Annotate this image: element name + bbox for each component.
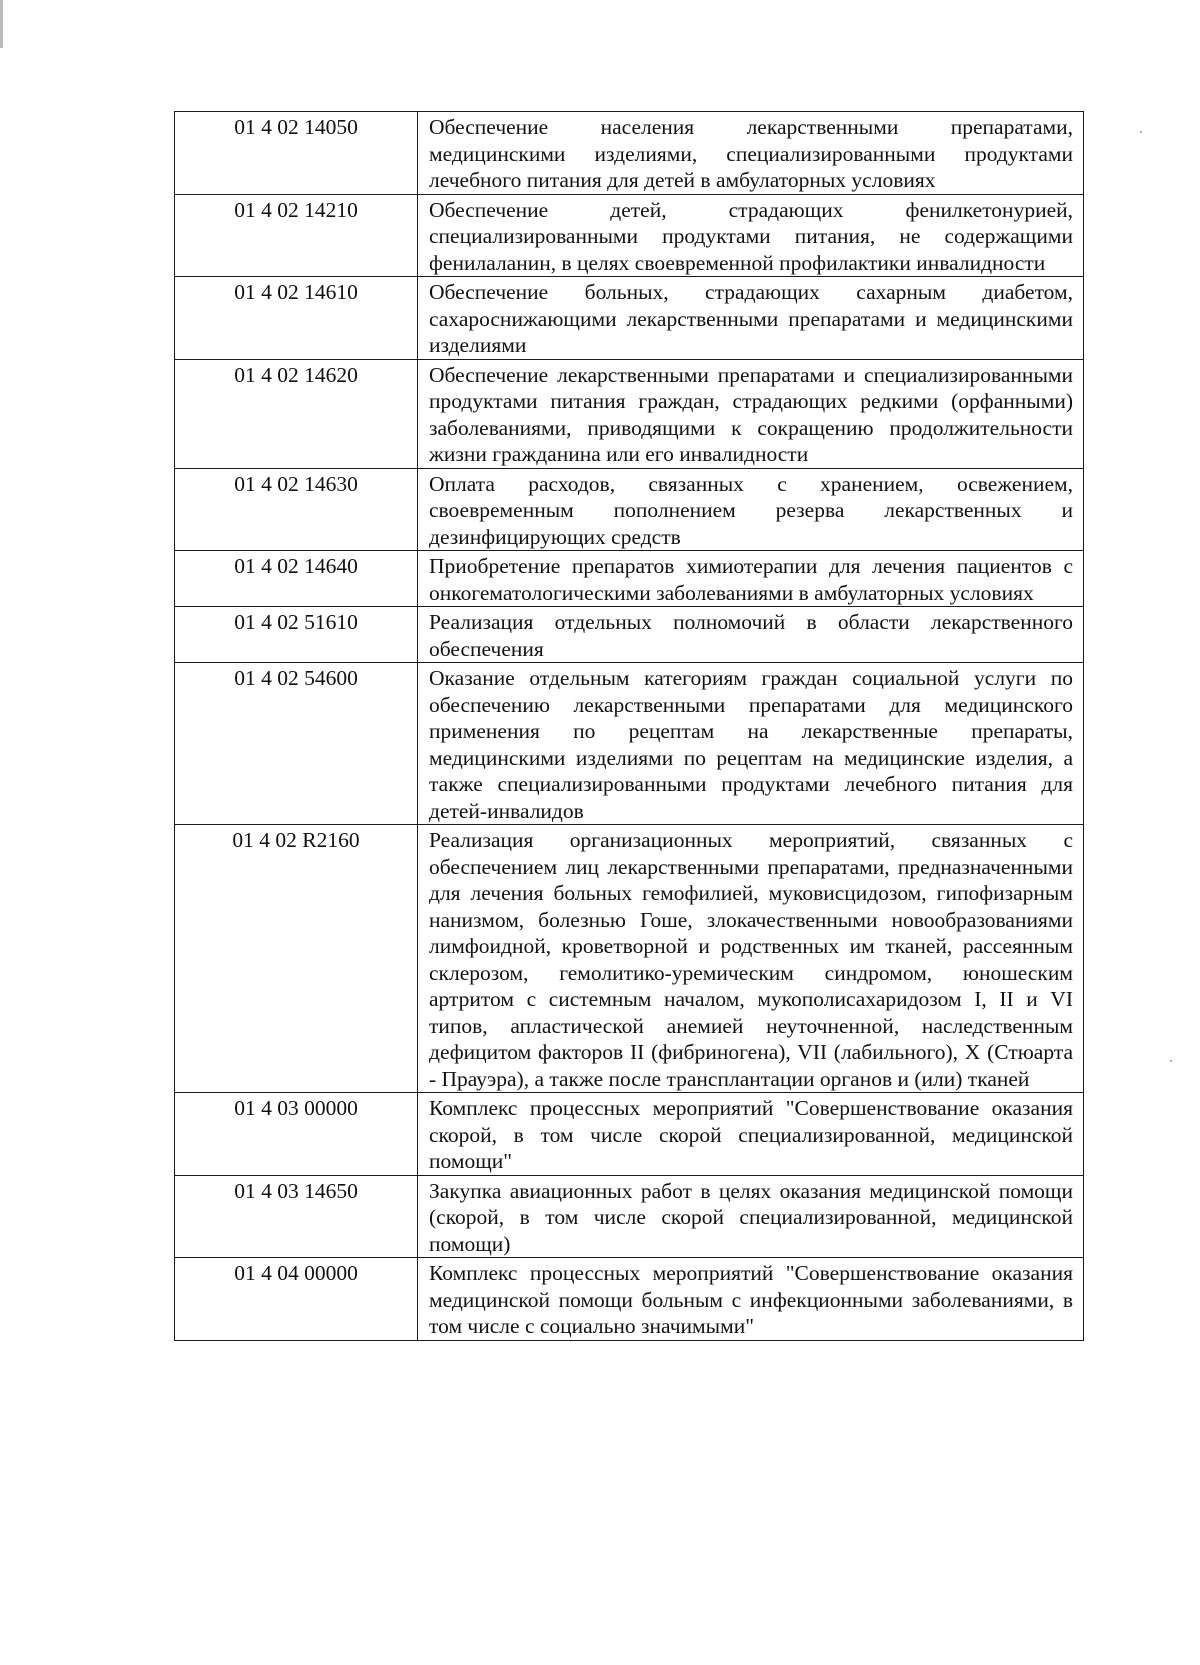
- row-code: 01 4 02 14620: [175, 359, 418, 468]
- row-description: Обеспечение лекарственными препаратами и специализированными продуктами питания граждан, страдающих редкими (орфанными) заболеваниями, приводящими к сокращению продолжительности жизни гражданина или его инвалидности: [418, 359, 1084, 468]
- table-row: [175, 1093, 1084, 1176]
- row-description: Закупка авиационных работ в целях оказания медицинской помощи (скорой, в том числе скорой специализированной, медицинской помощи): [418, 1175, 1084, 1258]
- row-code: 01 4 02 14640: [175, 551, 418, 607]
- row-description: Оплата расходов, связанных с хранением, освежением, своевременным пополнением резерва лекарственных и дезинфицирующих средств: [418, 468, 1084, 551]
- row-description: Обеспечение больных, страдающих сахарным диабетом, сахароснижающими лекарственными препаратами и медицинскими изделиями: [418, 277, 1084, 360]
- row-description: Обеспечение детей, страдающих фенилкетонурией, специализированными продуктами питания, не содержащими фенилаланин, в целях своевременной профилактики инвалидности: [418, 194, 1084, 277]
- table-row: [175, 359, 1084, 468]
- scan-edge-mark: [0, 0, 3, 48]
- table-row: [175, 551, 1084, 607]
- row-code: 01 4 02 R2160: [175, 825, 418, 1093]
- scan-speck: [1170, 1060, 1172, 1062]
- table-row: [175, 112, 1084, 195]
- row-description: Реализация отдельных полномочий в области лекарственного обеспечения: [418, 607, 1084, 663]
- row-code: 01 4 02 51610: [175, 607, 418, 663]
- row-description: Комплекс процессных мероприятий "Совершенствование оказания медицинской помощи больным с инфекционными заболеваниями, в том числе с социально значимыми": [418, 1258, 1084, 1341]
- row-code: 01 4 02 14630: [175, 468, 418, 551]
- table-row: [175, 825, 1084, 1093]
- row-description: Приобретение препаратов химиотерапии для лечения пациентов с онкогематологическими заболеваниями в амбулаторных условиях: [418, 551, 1084, 607]
- budget-code-table: [174, 111, 1084, 1341]
- row-code: 01 4 02 14210: [175, 194, 418, 277]
- row-code: 01 4 04 00000: [175, 1258, 418, 1341]
- table-row: [175, 194, 1084, 277]
- table-row: [175, 607, 1084, 663]
- row-code: 01 4 02 14610: [175, 277, 418, 360]
- row-description: Оказание отдельным категориям граждан социальной услуги по обеспечению лекарственными препаратами для медицинского применения по рецептам на лекарственные препараты, медицинскими изделиями по рецептам на медицинские изделия, а также специализированными продуктами лечебного питания для детей-инвалидов: [418, 663, 1084, 825]
- table-row: [175, 468, 1084, 551]
- row-code: 01 4 03 00000: [175, 1093, 418, 1176]
- scan-speck: [1140, 131, 1142, 133]
- table-row: [175, 1258, 1084, 1341]
- row-code: 01 4 03 14650: [175, 1175, 418, 1258]
- row-code: 01 4 02 14050: [175, 112, 418, 195]
- row-description: Комплекс процессных мероприятий "Совершенствование оказания скорой, в том числе скорой специализированной, медицинской помощи": [418, 1093, 1084, 1176]
- row-code: 01 4 02 54600: [175, 663, 418, 825]
- table-row: [175, 663, 1084, 825]
- table-row: [175, 1175, 1084, 1258]
- row-description: Обеспечение населения лекарственными препаратами, медицинскими изделиями, специализированными продуктами лечебного питания для детей в амбулаторных условиях: [418, 112, 1084, 195]
- table-row: [175, 277, 1084, 360]
- row-description: Реализация организационных мероприятий, связанных с обеспечением лиц лекарственными препаратами, предназначенными для лечения больных гемофилией, муковисцидозом, гипофизарным нанизмом, болезнью Гоше, злокачественными новообразованиями лимфоидной, кроветворной и родственных им тканей, рассеянным склерозом, гемолитико-уремическим синдромом, юношеским артритом с системным началом, мукополисахаридозом I, II и VI типов, апластической анемией неуточненной, наследственным дефицитом факторов II (фибриногена), VII (лабильного), X (Стюарта - Прауэра), а также после трансплантации органов и (или) тканей: [418, 825, 1084, 1093]
